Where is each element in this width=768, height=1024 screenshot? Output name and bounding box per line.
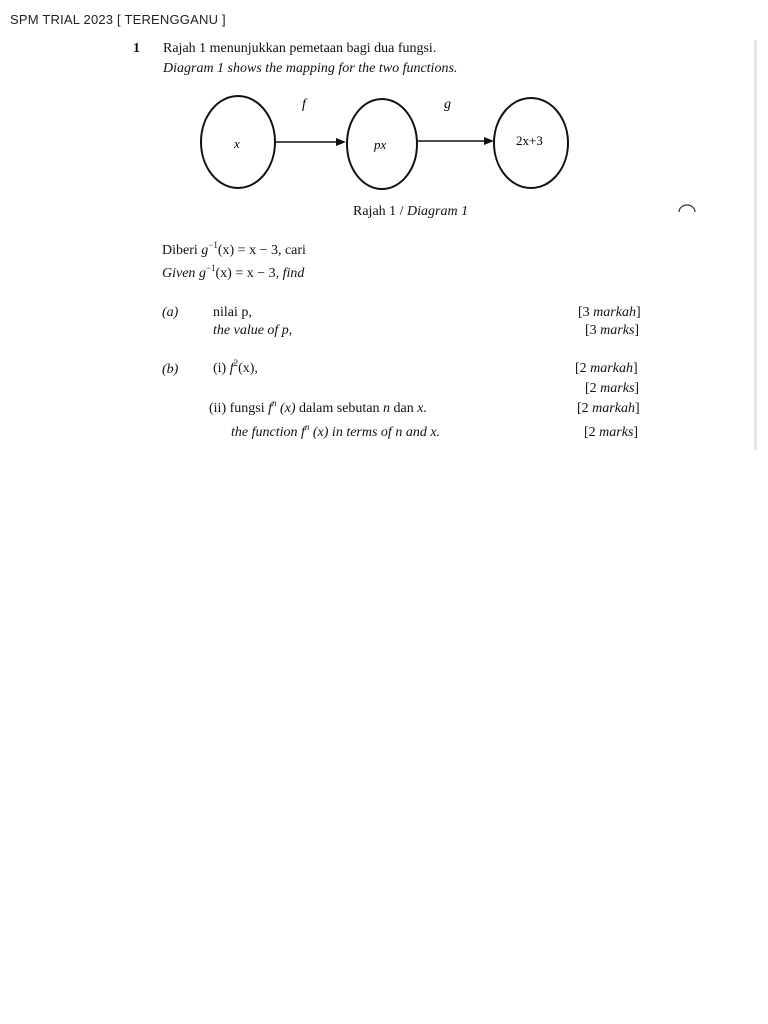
given-expr-ms: (x) = x − 3 <box>217 243 278 258</box>
part-b-ii-label: (ii) <box>209 401 227 416</box>
arrow-g-head <box>484 137 494 145</box>
page-edge-divider <box>754 40 757 450</box>
caption-english: Diagram 1 <box>407 204 469 219</box>
set-element-x: x <box>234 136 240 151</box>
part-b-i-marks-english: [2 marks] <box>585 381 640 396</box>
given-line-english <box>162 263 305 282</box>
label-f: f <box>302 97 306 112</box>
part-a-marks-english: [3 marks] <box>585 323 640 338</box>
diagram-caption <box>353 204 468 220</box>
part-b-ii-marks-malay: [2 markah] <box>577 401 640 416</box>
part-b-ii-marks-english: [2 marks] <box>584 425 639 440</box>
part-a-text-english: the value of p, <box>213 323 293 338</box>
part-b-i-exp: 2 <box>233 358 239 368</box>
part-b-i-label: (i) <box>213 361 227 376</box>
given-g-ms: g <box>201 243 209 258</box>
document-header-title: SPM TRIAL 2023 [ TERENGGANU ] <box>10 12 226 27</box>
given-suffix-en: , find <box>275 266 305 281</box>
given-suffix-ms: , cari <box>277 243 306 258</box>
part-b-i-expr: (x), <box>238 361 258 376</box>
given-expr-en: (x) = x − 3 <box>215 266 276 281</box>
label-g: g <box>444 97 451 112</box>
part-b-i-expression <box>213 358 258 377</box>
given-exp-en: −1 <box>205 263 216 273</box>
given-line-malay <box>162 240 306 259</box>
given-exp-ms: −1 <box>208 240 218 250</box>
part-a-text-malay: nilai p, <box>213 305 252 320</box>
part-b-ii-malay: (ii) fungsi $f^n$ (x) dalam sebutan n dan x. <box>209 398 427 416</box>
part-a-marks-malay: [3 markah] <box>578 305 641 320</box>
part-b-ii-english: the function $f^n$ (x) in terms of n and x. <box>231 422 441 440</box>
question-number: 1 <box>133 41 140 56</box>
set-element-px: px <box>374 137 387 152</box>
given-prefix-en: Given <box>162 266 196 281</box>
question-intro-english: Diagram 1 shows the mapping for the two functions. <box>163 61 458 76</box>
scan-artifact-arc <box>676 198 698 214</box>
arrow-f-head <box>336 138 346 146</box>
question-intro-malay: Rajah 1 menunjukkan pemetaan bagi dua fungsi. <box>163 41 437 56</box>
mapping-diagram <box>190 88 590 200</box>
given-prefix-ms: Diberi <box>162 243 198 258</box>
set-element-2x3: 2x+3 <box>516 133 543 148</box>
caption-malay: Rajah 1 / <box>353 204 404 219</box>
part-b-label: (b) <box>162 362 179 377</box>
part-a-label: (a) <box>162 305 179 320</box>
part-b-i-f: f <box>229 361 234 376</box>
part-b-i-marks-malay: [2 markah] <box>575 361 638 376</box>
given-g-en: g <box>198 266 206 281</box>
